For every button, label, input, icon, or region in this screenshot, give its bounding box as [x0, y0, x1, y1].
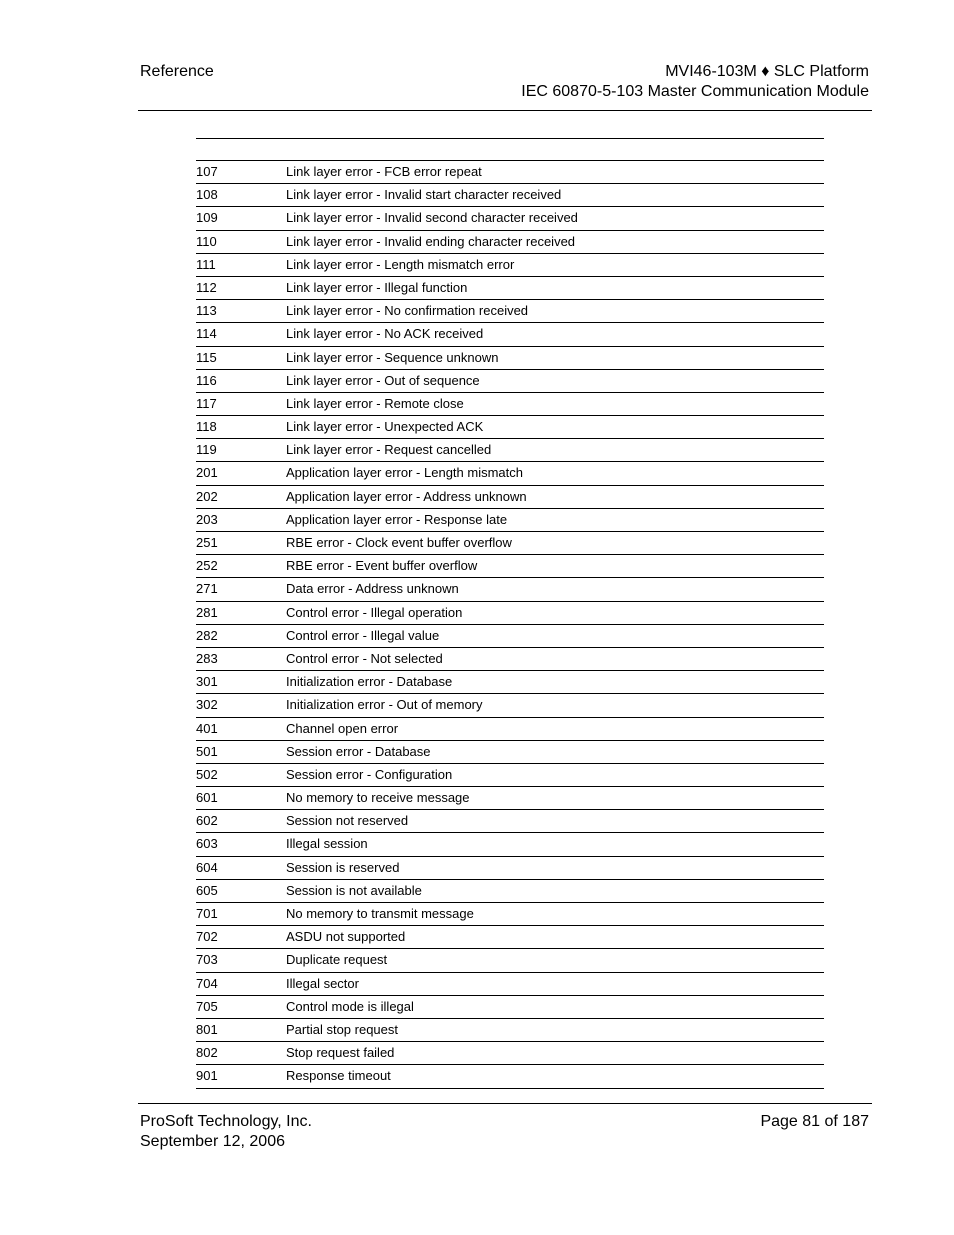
- error-code: 117: [196, 395, 217, 411]
- table-row: [196, 926, 824, 949]
- error-code: 704: [196, 975, 218, 991]
- error-description: No memory to receive message: [286, 790, 470, 806]
- table-row: [196, 996, 824, 1019]
- table-row: [196, 509, 824, 532]
- table-row: [196, 161, 824, 184]
- error-code: 281: [196, 604, 218, 620]
- error-code: 203: [196, 511, 218, 527]
- error-code: 601: [196, 790, 218, 806]
- table-row: [196, 741, 824, 764]
- error-code: 201: [196, 465, 218, 481]
- error-code: 111: [196, 256, 216, 272]
- error-description: Link layer error - Unexpected ACK: [286, 419, 484, 435]
- error-description: Link layer error - FCB error repeat: [286, 164, 482, 179]
- table-row: [196, 857, 824, 880]
- table-row: [196, 602, 824, 625]
- error-code: 282: [196, 627, 218, 643]
- table-row: [196, 393, 824, 416]
- error-description: Link layer error - Invalid ending character received: [286, 233, 576, 249]
- error-code: 703: [196, 952, 218, 968]
- error-code: 501: [196, 743, 218, 759]
- error-description: Link layer error - Illegal function: [286, 279, 468, 295]
- table-row: [196, 277, 824, 300]
- table-row: [196, 1065, 824, 1088]
- error-description: Session is reserved: [286, 859, 400, 875]
- table-row: [196, 300, 824, 323]
- table-row: [196, 370, 824, 393]
- error-description: Session error - Configuration: [286, 766, 453, 782]
- error-code: 107: [196, 164, 218, 179]
- error-description: Link layer error - Length mismatch error: [286, 256, 515, 272]
- footer-page-number: Page 81 of 187: [760, 1113, 869, 1130]
- footer-divider: [138, 1103, 872, 1104]
- error-code: 901: [196, 1068, 218, 1084]
- error-description: Link layer error - No confirmation received: [286, 303, 529, 319]
- header-product-line1: MVI46-103M ♦ SLC Platform: [665, 63, 869, 80]
- error-code: 112: [196, 279, 217, 295]
- error-description: Duplicate request: [286, 952, 388, 968]
- table-row: [196, 1019, 824, 1042]
- table-row: [196, 718, 824, 741]
- error-description: Initialization error - Out of memory: [286, 697, 483, 713]
- table-row: [196, 555, 824, 578]
- error-code: 271: [196, 581, 218, 597]
- error-code: 115: [196, 349, 217, 365]
- error-code: 116: [196, 372, 217, 388]
- error-description: Session error - Database: [286, 743, 431, 759]
- footer-date: September 12, 2006: [140, 1133, 285, 1150]
- table-row: [196, 787, 824, 810]
- table-row: [196, 903, 824, 926]
- error-code: 705: [196, 998, 218, 1014]
- error-code: 108: [196, 187, 218, 203]
- error-code: 602: [196, 813, 218, 829]
- error-description: Response timeout: [286, 1068, 391, 1084]
- table-row: [196, 810, 824, 833]
- error-code: 801: [196, 1021, 218, 1037]
- header-divider: [138, 110, 872, 111]
- footer-left: [140, 1112, 312, 1152]
- error-code: 701: [196, 906, 218, 921]
- table-row: [196, 694, 824, 717]
- error-code: 604: [196, 859, 218, 875]
- table-row: [196, 416, 824, 439]
- error-description: Link layer error - No ACK received: [286, 326, 484, 342]
- error-description: Link layer error - Sequence unknown: [286, 349, 499, 365]
- error-code: 251: [196, 535, 218, 550]
- table-row: [196, 764, 824, 787]
- error-description: Illegal sector: [286, 975, 359, 991]
- table-row: [196, 254, 824, 277]
- header-product-line2: IEC 60870-5-103 Master Communication Module: [521, 83, 869, 100]
- error-description: Control error - Illegal value: [286, 627, 440, 643]
- error-description: Link layer error - Invalid second character received: [286, 210, 578, 226]
- table-row: [196, 949, 824, 972]
- table-row: [196, 184, 824, 207]
- table-row: [196, 973, 824, 996]
- error-description: Application layer error - Address unknown: [286, 488, 527, 504]
- error-description: ASDU not supported: [286, 929, 406, 945]
- error-description: Channel open error: [286, 720, 399, 736]
- header-product-title: [521, 62, 869, 102]
- error-code: 502: [196, 766, 218, 782]
- error-description: Application layer error - Response late: [286, 511, 508, 527]
- table-row: [196, 231, 824, 254]
- error-code: 110: [196, 233, 217, 249]
- footer-company: ProSoft Technology, Inc.: [140, 1113, 312, 1130]
- error-description: Partial stop request: [286, 1021, 399, 1037]
- error-description: Session is not available: [286, 882, 422, 898]
- error-description: Control error - Not selected: [286, 650, 443, 666]
- error-code: 118: [196, 419, 217, 435]
- table-row: [196, 207, 824, 230]
- error-code: 302: [196, 697, 218, 713]
- table-row: [196, 439, 824, 462]
- error-code: 109: [196, 210, 218, 226]
- error-description: Link layer error - Out of sequence: [286, 372, 480, 388]
- error-code: 283: [196, 650, 218, 666]
- error-code: 119: [196, 442, 217, 458]
- error-description: Application layer error - Length mismatch: [286, 465, 523, 481]
- error-description: Initialization error - Database: [286, 674, 453, 690]
- error-description: RBE error - Clock event buffer overflow: [286, 535, 512, 550]
- error-code: 252: [196, 558, 218, 574]
- table-row: [196, 578, 824, 601]
- error-code-table: [196, 161, 824, 1089]
- error-code: 702: [196, 929, 218, 945]
- error-description: Session not reserved: [286, 813, 409, 829]
- error-code: 114: [196, 326, 217, 342]
- error-code: 603: [196, 836, 218, 852]
- error-code: 113: [196, 303, 217, 319]
- table-row: [196, 880, 824, 903]
- error-code: 301: [196, 674, 218, 690]
- table-row: [196, 462, 824, 485]
- error-code: 202: [196, 488, 218, 504]
- error-description: No memory to transmit message: [286, 906, 474, 921]
- error-description: Link layer error - Remote close: [286, 395, 464, 411]
- header-section-title: Reference: [140, 63, 214, 80]
- table-row: [196, 1042, 824, 1065]
- table-row: [196, 323, 824, 346]
- error-description: Stop request failed: [286, 1045, 395, 1061]
- table-row: [196, 625, 824, 648]
- error-description: Control error - Illegal operation: [286, 604, 463, 620]
- table-row: [196, 486, 824, 509]
- error-description: Illegal session: [286, 836, 368, 852]
- table-row: [196, 833, 824, 856]
- error-description: Data error - Address unknown: [286, 581, 459, 597]
- error-description: Link layer error - Invalid start character received: [286, 187, 562, 203]
- table-row: [196, 671, 824, 694]
- table-row: [196, 532, 824, 555]
- table-row: [196, 648, 824, 671]
- table-top-border: [196, 138, 824, 139]
- error-description: RBE error - Event buffer overflow: [286, 558, 478, 574]
- table-row: [196, 347, 824, 370]
- error-code: 802: [196, 1045, 218, 1061]
- error-description: Control mode is illegal: [286, 998, 414, 1014]
- error-code: 605: [196, 882, 218, 898]
- error-description: Link layer error - Request cancelled: [286, 442, 492, 458]
- error-code: 401: [196, 720, 218, 736]
